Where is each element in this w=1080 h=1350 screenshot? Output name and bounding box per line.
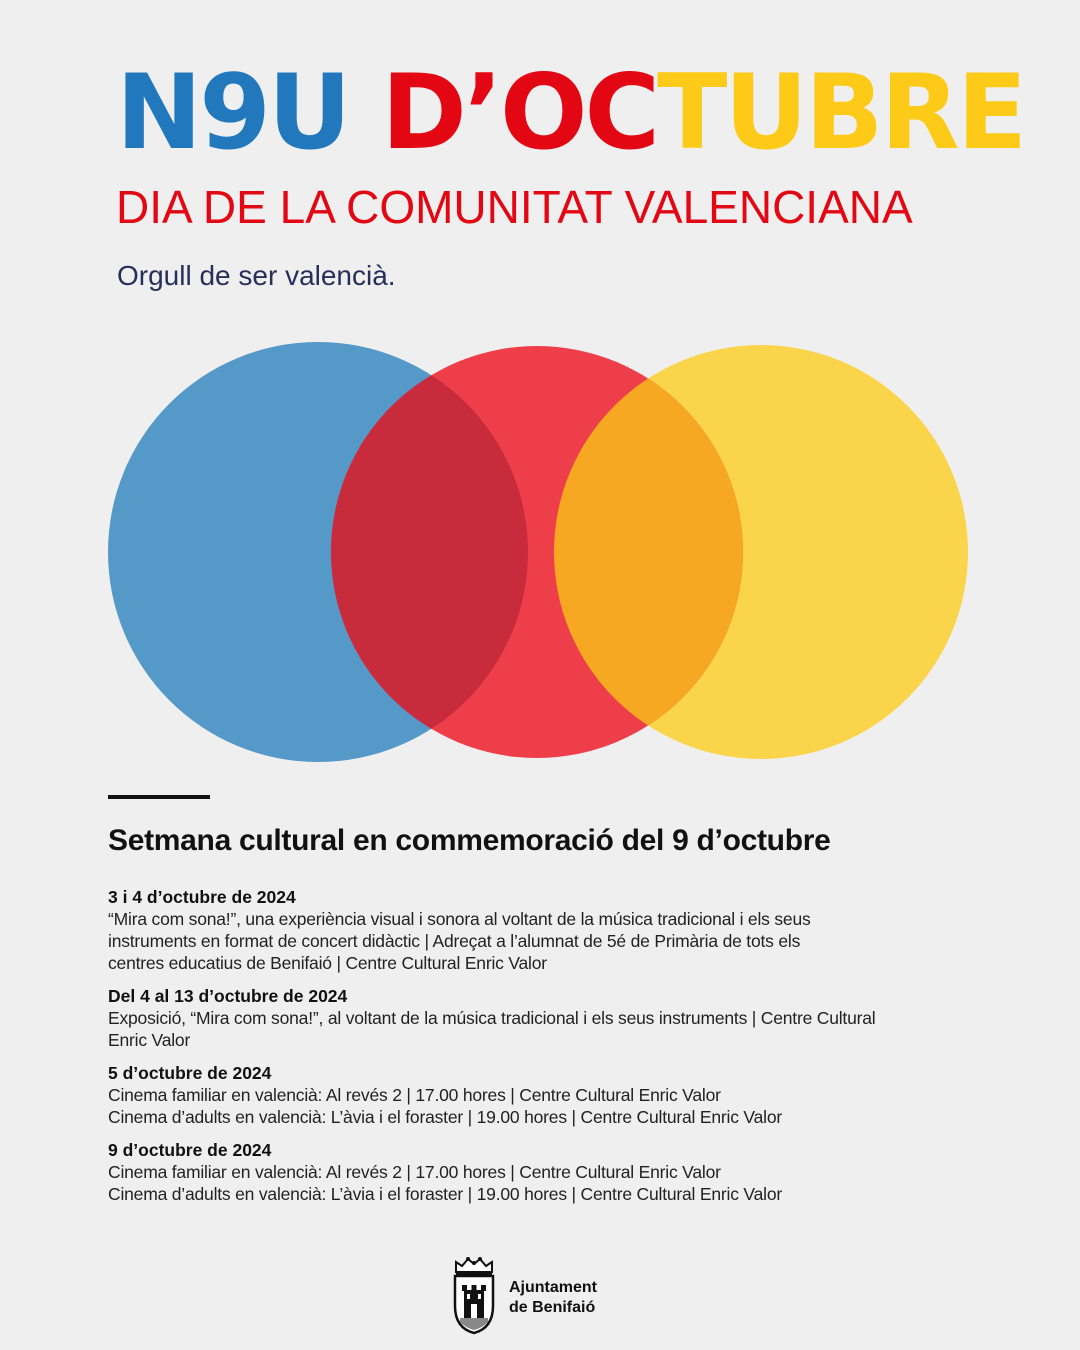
title-part-n9u: N9U bbox=[116, 53, 382, 173]
page-title bbox=[116, 53, 1025, 173]
logo-text bbox=[509, 1278, 597, 1318]
ajuntament-logo bbox=[452, 1256, 612, 1336]
org-name-line1: Ajuntament bbox=[509, 1279, 597, 1296]
event-description-line: Cinema d’adults en valencià: L’àvia i el foraster | 19.00 hores | Centre Cultural Enric Valor bbox=[108, 1107, 782, 1127]
section-divider bbox=[108, 795, 210, 799]
event-description-line: Exposició, “Mira com sona!”, al voltant de la música tradicional i els seus instruments | Centre Cultural bbox=[108, 1008, 876, 1028]
event-item bbox=[108, 886, 978, 974]
event-item bbox=[108, 1139, 978, 1205]
section-title: Setmana cultural en commemoració del 9 d’octubre bbox=[108, 824, 831, 857]
event-date: 5 d’octubre de 2024 bbox=[108, 1063, 272, 1083]
event-date: 3 i 4 d’octubre de 2024 bbox=[108, 887, 296, 907]
title-part-tubre: TUBRE bbox=[657, 53, 1025, 173]
coat-of-arms-icon bbox=[452, 1256, 496, 1336]
event-description-line: Cinema familiar en valencià: Al revés 2 | 17.00 hores | Centre Cultural Enric Valor bbox=[108, 1085, 721, 1105]
tagline: Orgull de ser valencià. bbox=[117, 260, 396, 291]
event-description-line: Cinema d’adults en valencià: L’àvia i el foraster | 19.00 hores | Centre Cultural Enric Valor bbox=[108, 1184, 782, 1204]
event-date: 9 d’octubre de 2024 bbox=[108, 1140, 272, 1160]
event-item bbox=[108, 1062, 978, 1128]
event-description-line: centres educatius de Benifaió | Centre Cultural Enric Valor bbox=[108, 953, 547, 973]
events-list bbox=[108, 886, 978, 1216]
event-description-line: “Mira com sona!”, una experiència visual i sonora al voltant de la música tradicional i els seus bbox=[108, 909, 811, 929]
event-date: Del 4 al 13 d’octubre de 2024 bbox=[108, 986, 348, 1006]
event-description-line: Cinema familiar en valencià: Al revés 2 | 17.00 hores | Centre Cultural Enric Valor bbox=[108, 1162, 721, 1182]
event-description-line: instruments en format de concert didàctic | Adreçat a l’alumnat de 5é de Primària de tots els bbox=[108, 931, 801, 951]
event-item bbox=[108, 985, 978, 1051]
org-name-line2: de Benifaió bbox=[509, 1299, 596, 1316]
venn-circles-graphic bbox=[0, 330, 1080, 780]
title-part-doc: D’OC bbox=[381, 53, 658, 173]
page-subtitle: DIA DE LA COMUNITAT VALENCIANA bbox=[116, 181, 913, 233]
event-description-line: Enric Valor bbox=[108, 1030, 191, 1050]
